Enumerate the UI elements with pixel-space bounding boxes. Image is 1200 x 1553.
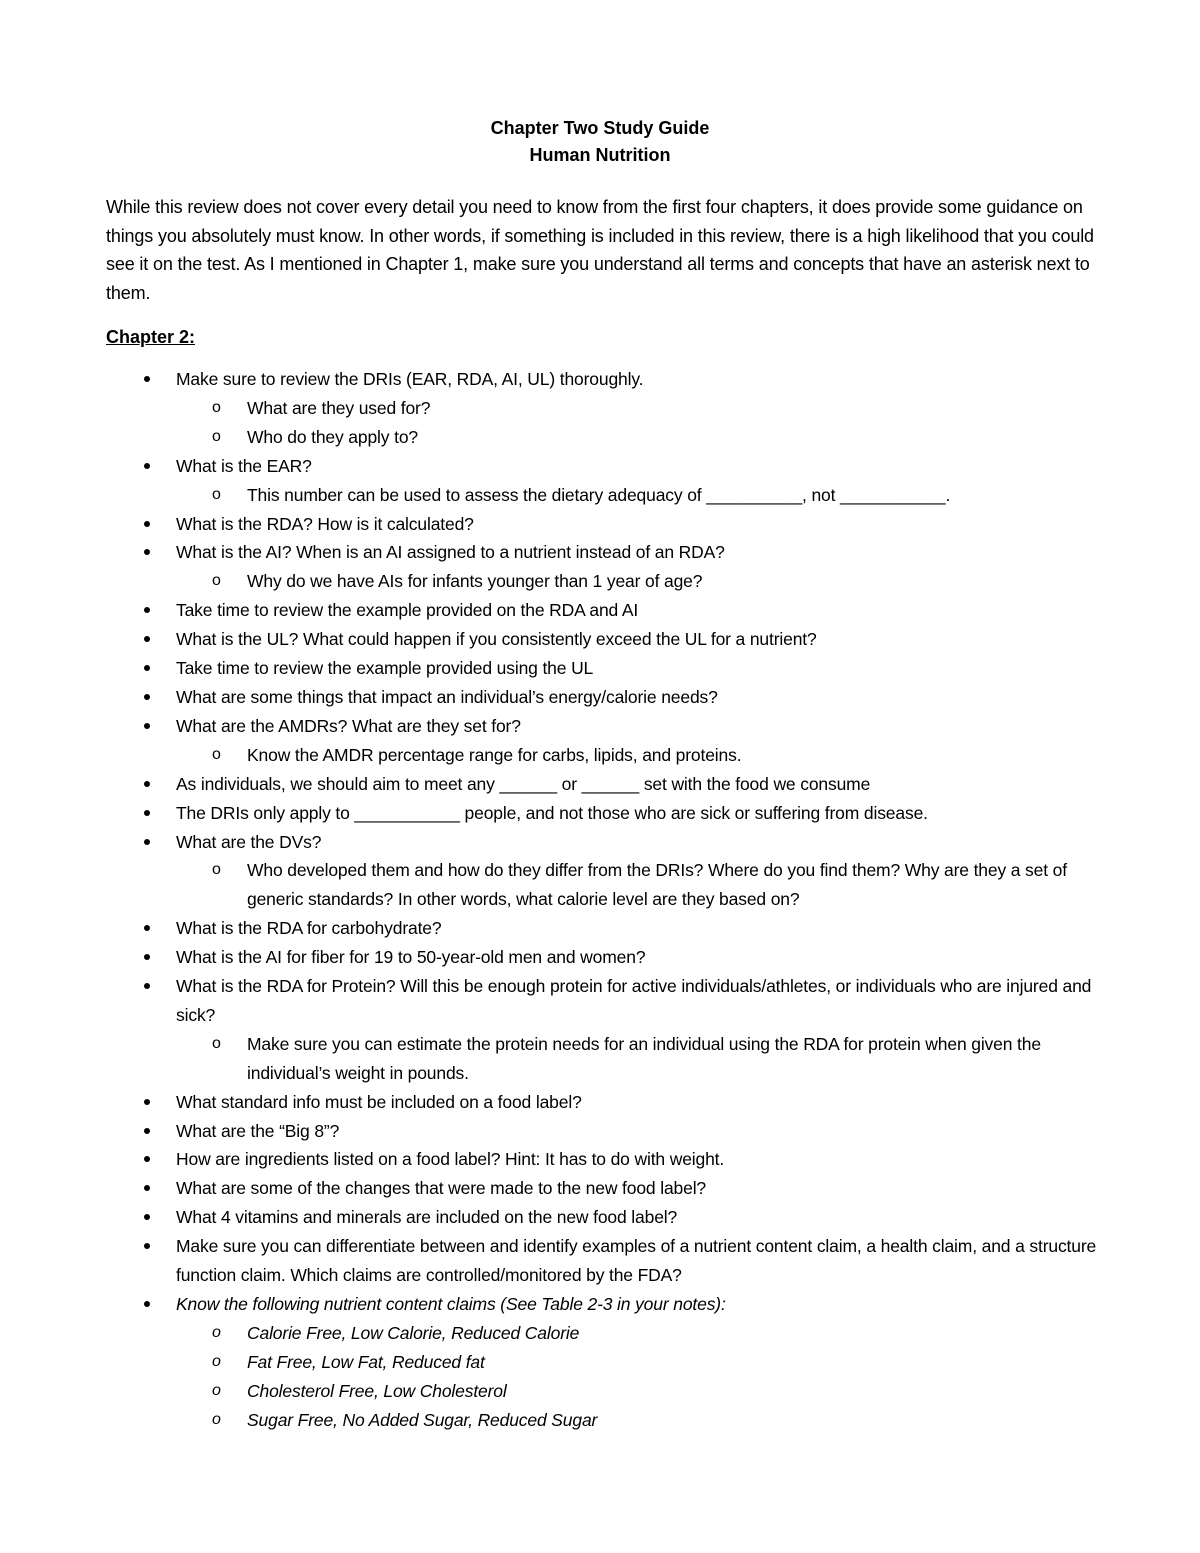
sub-bullet-marker: o: [212, 1323, 221, 1341]
sub-bullet-marker: o: [212, 1352, 221, 1370]
list-item: What 4 vitamins and minerals are included on the new food label?: [176, 1207, 678, 1228]
sub-list-item: o Cholesterol Free, Low Cholesterol: [0, 1377, 1200, 1406]
sub-list-item: o Sugar Free, No Added Sugar, Reduced Sugar: [0, 1406, 1200, 1435]
sub-list-item: o Who developed them and how do they differ from the DRIs? Where do you find them? Why are they a set of generic standards? In other words, what calorie level are they based on?: [0, 856, 1200, 914]
document-title: Chapter Two Study Guide: [490, 118, 710, 138]
list-item: Take time to review the example provided on the RDA and AI: [176, 600, 639, 621]
sub-bullet-marker: o: [212, 398, 221, 416]
list-item: The DRIs only apply to ___________ people, and not those who are sick or suffering from disease.: [176, 802, 928, 823]
sub-bullet-marker: o: [212, 1381, 221, 1399]
sub-bullet-marker: o: [212, 1410, 221, 1428]
sub-list-item: o What are they used for?: [0, 394, 1200, 423]
list-item: What is the EAR?: [176, 455, 312, 476]
list-item: What are some of the changes that were made to the new food label?: [176, 1178, 707, 1199]
list-item: What is the RDA for carbohydrate?: [176, 918, 442, 939]
list-item: What standard info must be included on a food label?: [176, 1091, 582, 1112]
list-item: What are some things that impact an individual’s energy/calorie needs?: [176, 686, 718, 707]
sub-bullet-marker: o: [212, 485, 221, 503]
list-item: What are the AMDRs? What are they set for?: [176, 715, 521, 736]
list-item: What is the AI for fiber for 19 to 50-year-old men and women?: [176, 947, 646, 968]
list-item: Take time to review the example provided using the UL: [176, 658, 594, 679]
list-item: What is the UL? What could happen if you consistently exceed the UL for a nutrient?: [176, 629, 817, 650]
list-item: What is the AI? When is an AI assigned to a nutrient instead of an RDA?: [176, 542, 725, 563]
chapter-heading: Chapter 2:: [106, 327, 196, 347]
sub-list-item: o This number can be used to assess the dietary adequacy of __________, not ___________.: [0, 481, 1200, 510]
list-item: What is the RDA? How is it calculated?: [176, 513, 474, 534]
sub-bullet-marker: o: [212, 572, 221, 590]
sub-bullet-marker: o: [212, 745, 221, 763]
sub-list-item: o Who do they apply to?: [0, 423, 1200, 452]
list-item: How are ingredients listed on a food label? Hint: It has to do with weight.: [176, 1149, 725, 1170]
sub-list-item: o Calorie Free, Low Calorie, Reduced Calorie: [0, 1319, 1200, 1348]
list-item: Make sure to review the DRIs (EAR, RDA, AI, UL) thoroughly.: [176, 369, 644, 389]
list-item: What are the “Big 8”?: [176, 1120, 340, 1141]
list-item: What is the RDA for Protein? Will this be enough protein for active individuals/athletes, or individuals who are injured and sick?: [176, 976, 1092, 1025]
list-item: Know the following nutrient content claims (See Table 2-3 in your notes):: [176, 1294, 726, 1314]
sub-list-item: o Know the AMDR percentage range for carbs, lipids, and proteins.: [0, 741, 1200, 770]
sub-list-item: o Make sure you can estimate the protein needs for an individual using the RDA for protein when given the individual’s weight in pounds.: [0, 1030, 1200, 1088]
list-item: As individuals, we should aim to meet any ______ or ______ set with the food we consume: [176, 773, 871, 794]
intro-paragraph: While this review does not cover every detail you need to know from the first four chapters, it does provide some guidance on things you absolutely must know. In other words, if something is included in this review, there is a high likelihood that you could see it on the test. As I mentioned in Chapter 1, make sure you understand all terms and concepts that have an asterisk next to them.: [106, 197, 1094, 303]
sub-bullet-marker: o: [212, 861, 221, 879]
sub-bullet-marker: o: [212, 1034, 221, 1052]
document-subtitle: Human Nutrition: [529, 145, 671, 165]
sub-list-item: o Why do we have AIs for infants younger than 1 year of age?: [0, 567, 1200, 596]
list-item: What are the DVs?: [176, 831, 322, 852]
sub-list-item: o Fat Free, Low Fat, Reduced fat: [0, 1348, 1200, 1377]
list-item: Make sure you can differentiate between and identify examples of a nutrient content claim, a health claim, and a structure function claim. Which claims are controlled/monitored by the FDA?: [176, 1236, 1097, 1286]
study-guide-list: [0, 365, 1200, 1435]
sub-bullet-marker: o: [212, 427, 221, 445]
